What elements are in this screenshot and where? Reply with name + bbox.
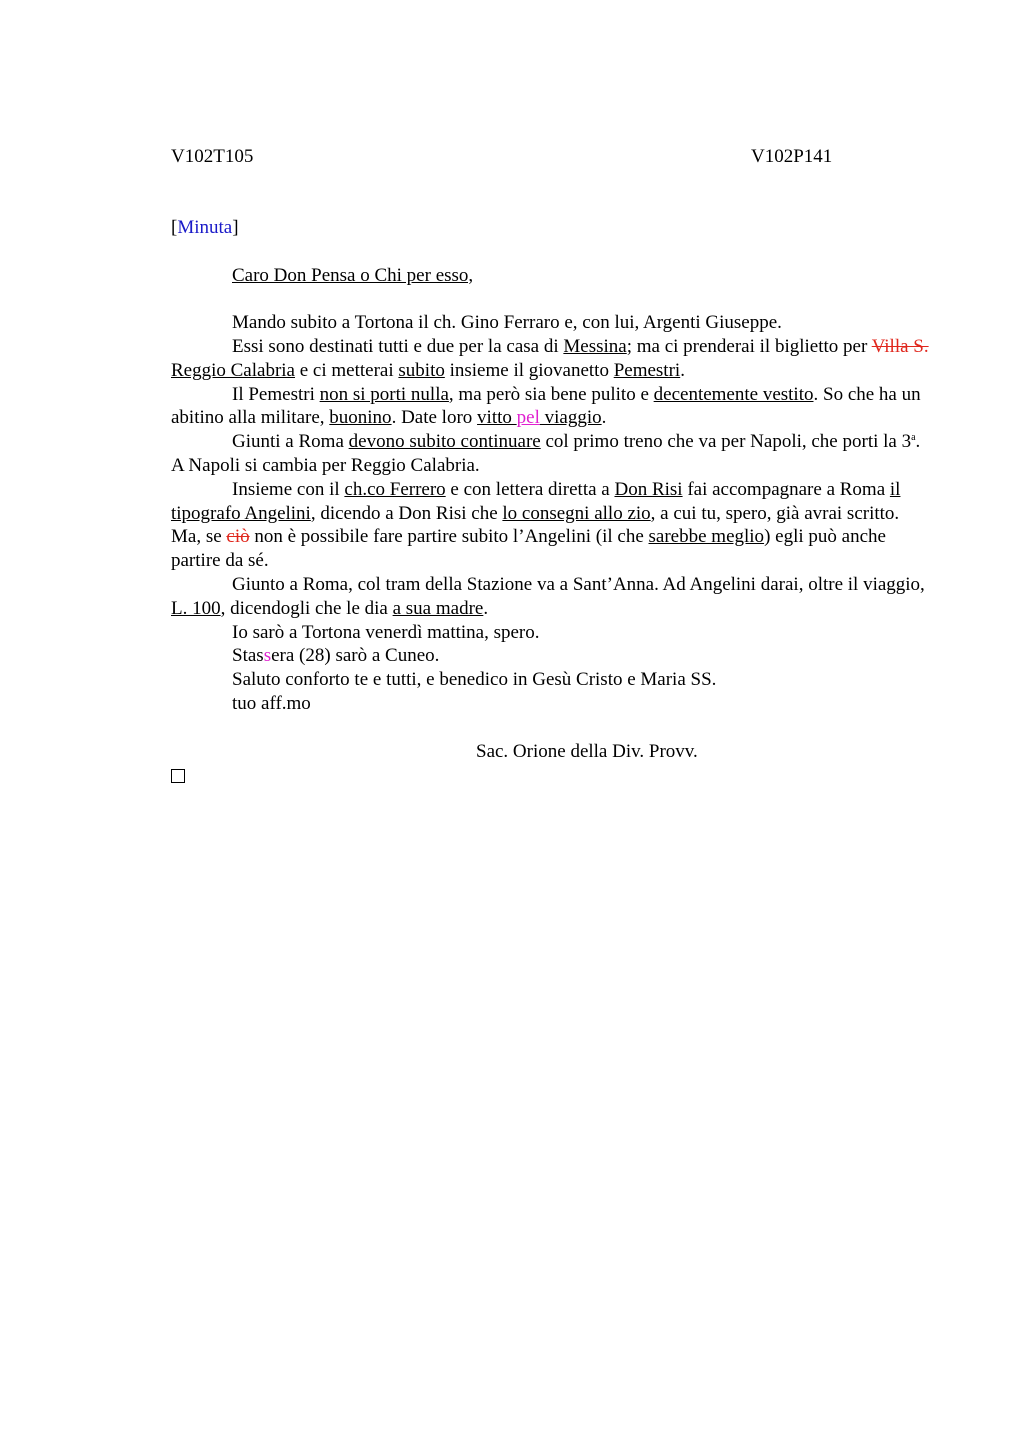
paragraph-6: Giunto a Roma, col tram della Stazione va a Sant’Anna. Ad Angelini darai, oltre il viaggio, L. 100, dicendogli che le dia a sua madre. [171,573,925,619]
paragraph-8: Stassera (28) sarò a Cuneo. [232,645,440,667]
draft-label: [Minuta] [171,217,239,238]
deleted-text: ciò [226,526,250,548]
paragraph-2: Essi sono destinati tutti e due per la casa di Messina; ma ci prenderai il biglietto per Villa S. Reggio Calabria e ci metterai subito insieme il giovanetto Pemestri. [171,335,929,381]
archive-code-right: V102P141 [751,146,833,167]
paragraph-3: Il Pemestri non si porti nulla, ma però sia bene pulito e decentemente vestito. So che ha un abitino alla militare, buonino. Date loro vitto pel viaggio. [171,383,921,429]
paragraph-1: Mando subito a Tortona il ch. Gino Ferraro e, con lui, Argenti Giuseppe. [232,312,782,334]
letter-body [171,216,929,790]
inserted-text: s [263,645,272,667]
deleted-text: Villa S. [871,335,929,357]
signature: Sac. Orione della Div. Provv. [476,740,698,762]
draft-label-word: Minuta [177,217,233,238]
salutation: Caro Don Pensa o Chi per esso, [232,264,474,286]
paragraph-7: Io sarò a Tortona venerdì mattina, spero. [232,621,540,643]
inserted-text: pel [516,407,540,429]
paragraph-9: Saluto conforto te e tutti, e benedico in Gesù Cristo e Maria SS. [232,669,717,691]
archive-code-left: V102T105 [171,146,254,167]
empty-square-icon [171,769,185,783]
paragraph-4: Giunti a Roma devono subito continuare col primo treno che va per Napoli, che porti la 3$^a$. A Napoli si cambia per Reggio Calabria. [171,431,921,476]
closing: tuo aff.mo [232,692,311,714]
paragraph-5: Insieme con il ch.co Ferrero e con lettera diretta a Don Risi fai accompagnare a Roma il tipografo Angelini, dicendo a Don Risi che lo consegni allo zio, a cui tu, spero, già avrai scritto. Ma, se ciò non è possibile fare partire subito l’Angelini (il che sarebbe meglio) egli può anche partire da sé. [171,478,901,572]
